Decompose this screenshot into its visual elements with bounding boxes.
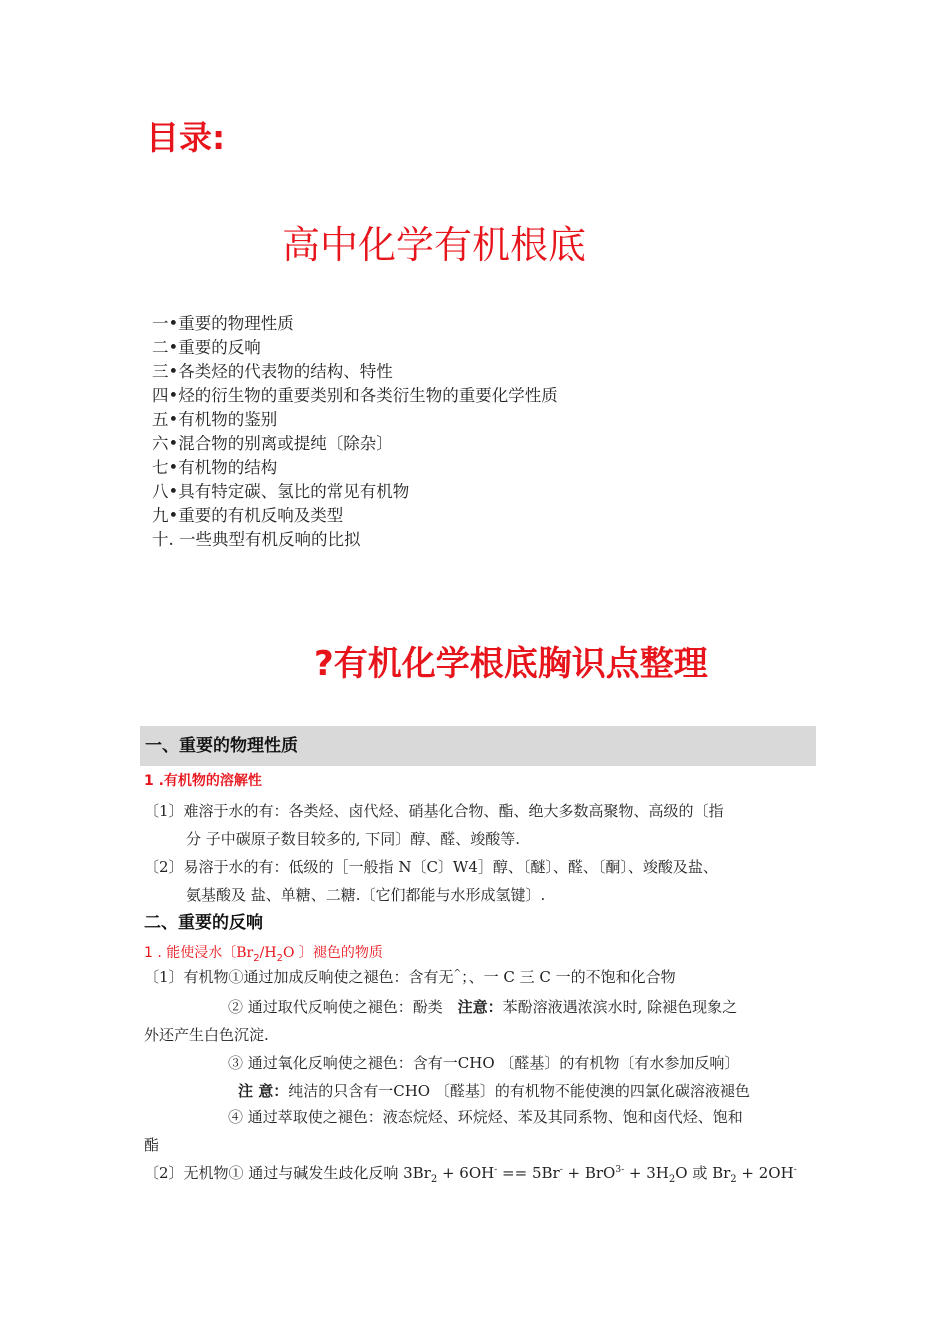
paragraph-line: 〔2〕无机物① 通过与碱发生歧化反响 $3Br_2 + 6OH^- == 5Br^- + BrO^{3-} + 3H_2O$ 或 $Br_2 + 2OH^-$ (144, 1164, 797, 1185)
toc-item[interactable]: 四•烃的衍生物的重要类别和各类衍生物的重要化学性质 (152, 386, 558, 405)
paragraph-line: 分 子中碳原子数目较多的, 下同〕醇、醛、竣酸等. (186, 830, 521, 848)
toc-item[interactable]: 七•有机物的结构 (152, 458, 278, 477)
paragraph-line: 外还产生白色沉淀. (144, 1026, 269, 1044)
subsection-bromine-water: 1 . 能使浸水〔$Br_2/H_2O$ 〕褪色的物质 (144, 945, 383, 964)
paragraph-line: 〔2〕易溶于水的有：低级的［一般指 N〔C〕W4］醇、〔醚〕、醛、〔酮〕、竣酸及盐、 (144, 858, 718, 876)
section-heading-physical-properties: 一、重要的物理性质 (140, 726, 816, 766)
toc-item[interactable]: 五•有机物的鉴别 (152, 410, 278, 429)
toc-item[interactable]: 二•重要的反响 (152, 338, 261, 357)
toc-item[interactable]: 一•重要的物理性质 (152, 314, 294, 333)
toc-item[interactable]: 六•混合物的别离或提纯〔除杂〕 (152, 434, 393, 453)
paragraph-line: 酯 (144, 1136, 160, 1154)
paragraph-line: 注 意：纯洁的只含有一CHO 〔醛基〕的有机物不能使澳的四氯化碳溶液褪色 (238, 1082, 750, 1100)
paragraph-line: ③ 通过氧化反响使之褪色：含有一CHO 〔醛基〕的有机物〔有水参加反响〕 (228, 1054, 740, 1072)
toc-item[interactable]: 八•具有特定碳、氢比的常见有机物 (152, 482, 410, 501)
toc-heading: 目录: (146, 118, 226, 157)
paragraph-line: ④ 通过萃取使之褪色：液态烷烃、环烷烃、苯及其同系物、饱和卤代烃、饱和 (228, 1108, 743, 1126)
table-of-contents (152, 312, 558, 552)
toc-item[interactable]: 三•各类烃的代表物的结构、特性 (152, 362, 393, 381)
main-title: 高中化学有机根底 (282, 223, 587, 267)
toc-item[interactable]: 九•重要的有机反响及类型 (152, 506, 344, 525)
paragraph-line: 氨基酸及 盐、单糖、二糖.〔它们都能与水形成氢键〕. (186, 886, 546, 904)
sub-title: ?有机化学根底胸识点整理 (314, 644, 708, 684)
toc-item[interactable]: 十. 一些典型有机反响的比拟 (152, 530, 361, 549)
paragraph-line: 〔1〕难溶于水的有：各类烃、卤代烃、硝基化合物、酯、绝大多数高聚物、高级的〔指 (144, 802, 724, 820)
paragraph-line: ② 通过取代反响使之褪色：酚类 注意：苯酚溶液遇浓滨水时, 除褪色现象之 (228, 998, 738, 1016)
paragraph-line: 〔1〕有机物①通过加成反响使之褪色：含有无^；、一 C 三 C 一的不饱和化合物 (144, 968, 676, 986)
section-heading-reactions: 二、重要的反响 (144, 913, 263, 933)
subsection-solubility: 1 .有机物的溶解性 (144, 773, 262, 789)
